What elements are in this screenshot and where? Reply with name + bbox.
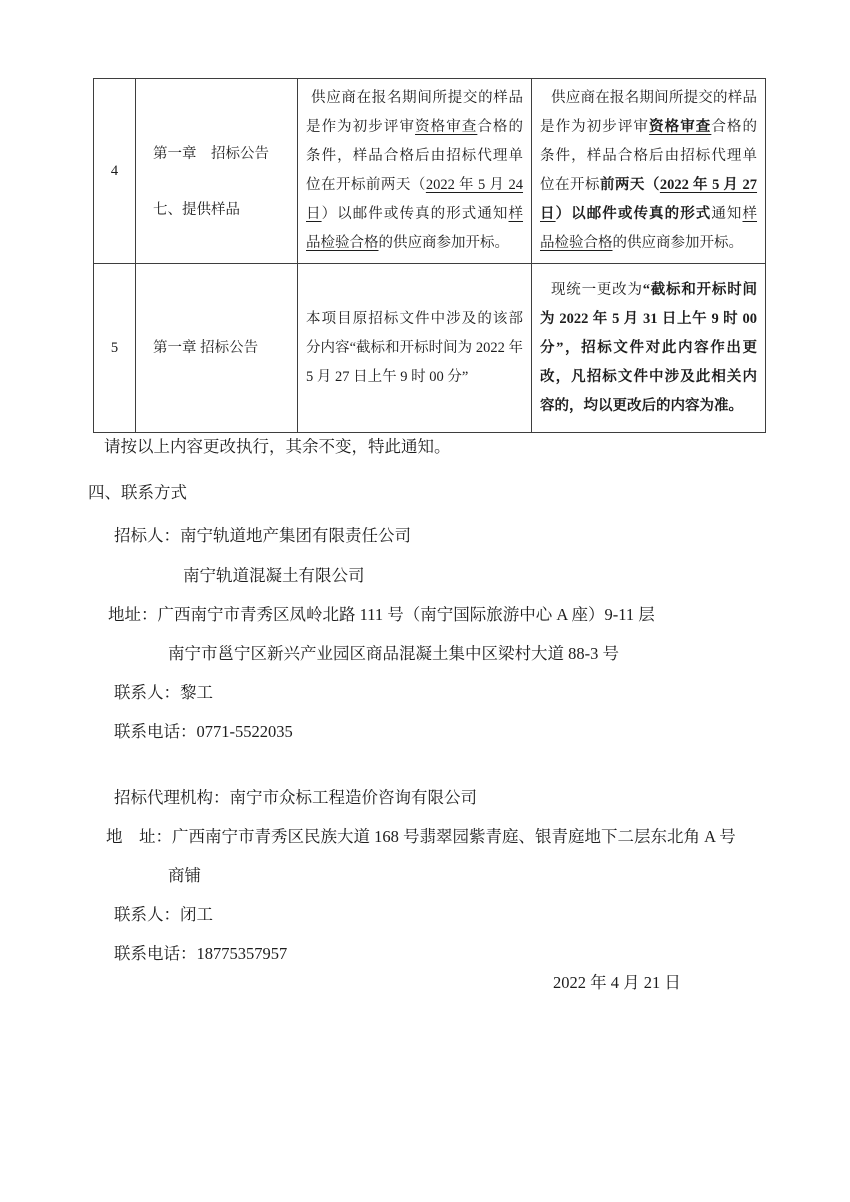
agency-contact-person: 联系人：闭工	[114, 905, 213, 924]
document-date: 2022 年 4 月 21 日	[553, 973, 681, 992]
tenderer-contact-person: 联系人：黎工	[114, 683, 213, 702]
tenderer-name-line-1: 招标人：南宁轨道地产集团有限责任公司	[114, 526, 411, 545]
notice-line: 请按以上内容更改执行，其余不变，特此通知。	[104, 437, 451, 456]
chapter-cell	[136, 79, 298, 264]
revised-content-cell: 现统一更改为“截标和开标时间为 2022 年 5 月 31 日上午 9 时 00 分”，招标文件对此内容作出更改，凡招标文件中涉及此相关内容的，均以更改后的内容为准。	[532, 264, 766, 433]
chapter-line: 七、提供样品	[153, 202, 240, 218]
agency-address-line-2: 商铺	[168, 866, 201, 885]
table-row	[94, 79, 766, 264]
chapter-line: 第一章 招标公告	[153, 340, 259, 356]
chapter-cell	[136, 264, 298, 433]
chapter-lines	[153, 104, 296, 238]
chapter-line: 第一章 招标公告	[153, 146, 269, 162]
revision-table	[93, 78, 766, 433]
section-heading-contact: 四、联系方式	[88, 483, 187, 502]
tenderer-address-line-2: 南宁市邕宁区新兴产业园区商品混凝土集中区梁村大道 88-3 号	[168, 644, 619, 663]
row-number-cell: 5	[94, 264, 136, 433]
original-content-cell: 本项目原招标文件中涉及的该部分内容“截标和开标时间为 2022 年 5 月 27 日上午 9 时 00 分”	[298, 264, 532, 433]
row-number-cell: 4	[94, 79, 136, 264]
agency-name-line: 招标代理机构：南宁市众标工程造价咨询有限公司	[114, 788, 477, 807]
tenderer-phone: 联系电话：0771-5522035	[114, 722, 293, 741]
agency-address-line-1: 地 址：广西南宁市青秀区民族大道 168 号翡翠园紫青庭、银青庭地下二层东北角 A 号	[106, 827, 736, 846]
tenderer-address-line-1: 地址：广西南宁市青秀区凤岭北路 111 号（南宁国际旅游中心 A 座）9-11 层	[108, 605, 655, 624]
revised-content-cell: 供应商在报名期间所提交的样品是作为初步评审资格审查合格的条件，样品合格后由招标代理单位在开标前两天（2022 年 5 月 27 日）以邮件或传真的形式通知样品检验合格的供应商参加开标。	[532, 79, 766, 264]
original-content-cell: 供应商在报名期间所提交的样品是作为初步评审资格审查合格的条件，样品合格后由招标代理单位在开标前两天（2022 年 5 月 24 日）以邮件或传真的形式通知样品检验合格的供应商参加开标。	[298, 79, 532, 264]
agency-phone: 联系电话：18775357957	[114, 944, 288, 963]
table-row	[94, 264, 766, 433]
tenderer-name-line-2: 南宁轨道混凝土有限公司	[183, 566, 365, 585]
